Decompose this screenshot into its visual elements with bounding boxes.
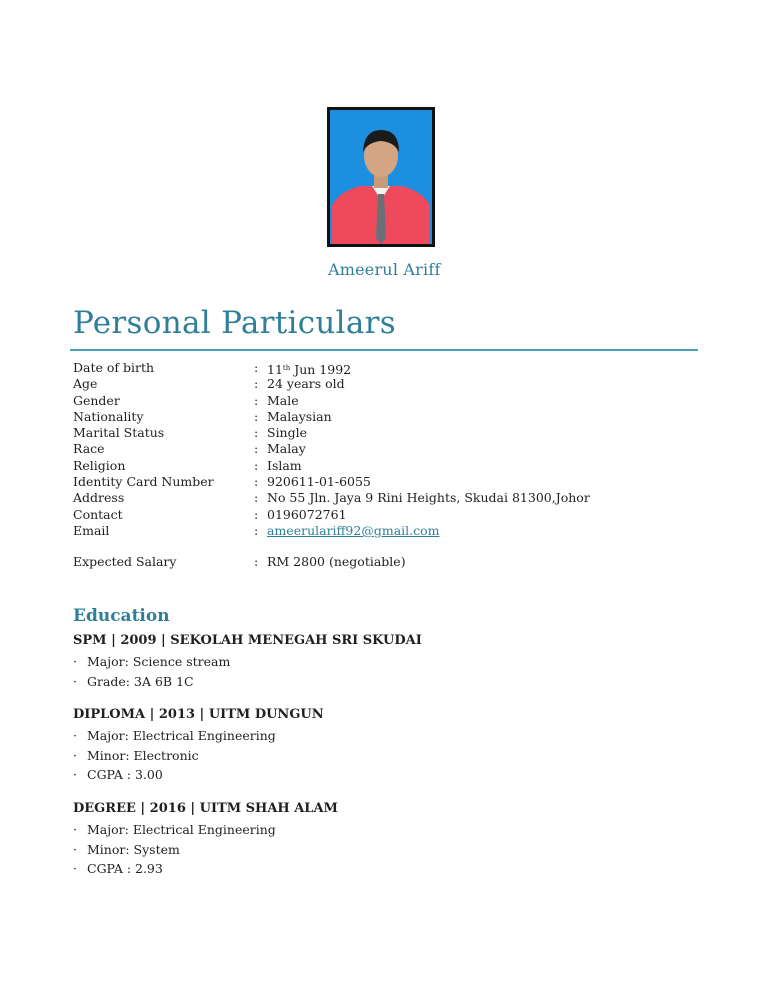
detail-separator: : (254, 441, 259, 457)
personal-particulars-title: Personal Particulars (73, 305, 397, 341)
education-item: · Major: Electrical Engineering (73, 822, 276, 837)
detail-label: Expected Salary (73, 554, 177, 569)
person-photo-illustration (330, 110, 432, 244)
education-heading: DIPLOMA | 2013 | UITM DUNGUN (73, 707, 324, 722)
detail-row-identity-card (73, 474, 713, 490)
detail-value: 24 years old (267, 376, 345, 392)
detail-value: 920611-01-6055 (267, 474, 371, 490)
title-divider (70, 349, 698, 351)
detail-label: Marital Status (73, 425, 165, 441)
detail-separator: : (254, 522, 259, 538)
detail-row-date-of-birth (73, 360, 713, 376)
detail-label: Email (73, 522, 110, 538)
detail-separator: : (254, 408, 259, 424)
detail-separator: : (254, 474, 259, 490)
education-heading: DEGREE | 2016 | UITM SHAH ALAM (73, 801, 338, 816)
candidate-name: Ameerul Ariff (328, 260, 441, 279)
detail-value: 0196072761 (267, 506, 347, 522)
detail-row-address (73, 490, 713, 506)
education-item: · Minor: Electronic (73, 747, 199, 763)
education-title: Education (73, 606, 170, 626)
detail-value: Male (267, 392, 299, 408)
detail-row-contact (73, 507, 713, 523)
detail-label: Identity Card Number (73, 474, 214, 490)
education-entry-diploma (73, 706, 713, 785)
education-item: · Minor: System (73, 841, 180, 857)
detail-label: Date of birth (73, 360, 155, 375)
detail-separator: : (254, 506, 259, 522)
education-entry-degree (73, 800, 713, 879)
detail-value: No 55 Jln. Jaya 9 Rini Heights, Skudai 81300,Johor (267, 490, 590, 506)
detail-row-race (73, 441, 713, 457)
detail-value: Malaysian (267, 408, 332, 424)
detail-separator: : (254, 554, 259, 569)
detail-label: Nationality (73, 408, 144, 424)
detail-row-age (73, 376, 713, 392)
detail-separator: : (254, 376, 259, 392)
detail-label: Age (73, 376, 98, 392)
detail-value: Single (267, 425, 308, 441)
detail-label: Religion (73, 457, 126, 473)
detail-value: Islam (267, 457, 302, 473)
detail-value: Malay (267, 441, 306, 457)
detail-separator: : (254, 360, 259, 375)
education-item: · CGPA : 2.93 (73, 861, 163, 876)
detail-row-gender (73, 393, 713, 409)
detail-label: Address (73, 490, 125, 506)
detail-separator: : (254, 425, 259, 441)
detail-separator: : (254, 490, 259, 506)
education-item: · Major: Science stream (73, 654, 231, 669)
personal-details-list (73, 360, 713, 539)
detail-label: Race (73, 441, 105, 457)
education-item: · CGPA : 3.00 (73, 767, 163, 782)
detail-row-religion (73, 458, 713, 474)
education-heading: SPM | 2009 | SEKOLAH MENEGAH SRI SKUDAI (73, 633, 422, 648)
education-item: · Major: Electrical Engineering (73, 728, 276, 743)
profile-photo (327, 107, 435, 247)
email-link[interactable]: ameerulariff92@gmail.com (267, 522, 440, 538)
detail-separator: : (254, 392, 259, 408)
detail-separator: : (254, 457, 259, 473)
detail-value (267, 523, 440, 539)
detail-row-marital-status (73, 425, 713, 441)
education-item: · Grade: 3A 6B 1C (73, 673, 194, 689)
detail-label: Contact (73, 506, 123, 522)
detail-row-nationality (73, 409, 713, 425)
detail-row-email (73, 523, 713, 539)
detail-value: 11th Jun 1992 (267, 362, 352, 377)
detail-row-expected-salary (73, 554, 713, 570)
detail-label: Gender (73, 392, 120, 408)
detail-value: RM 2800 (negotiable) (267, 554, 406, 569)
education-entry-spm (73, 632, 713, 691)
